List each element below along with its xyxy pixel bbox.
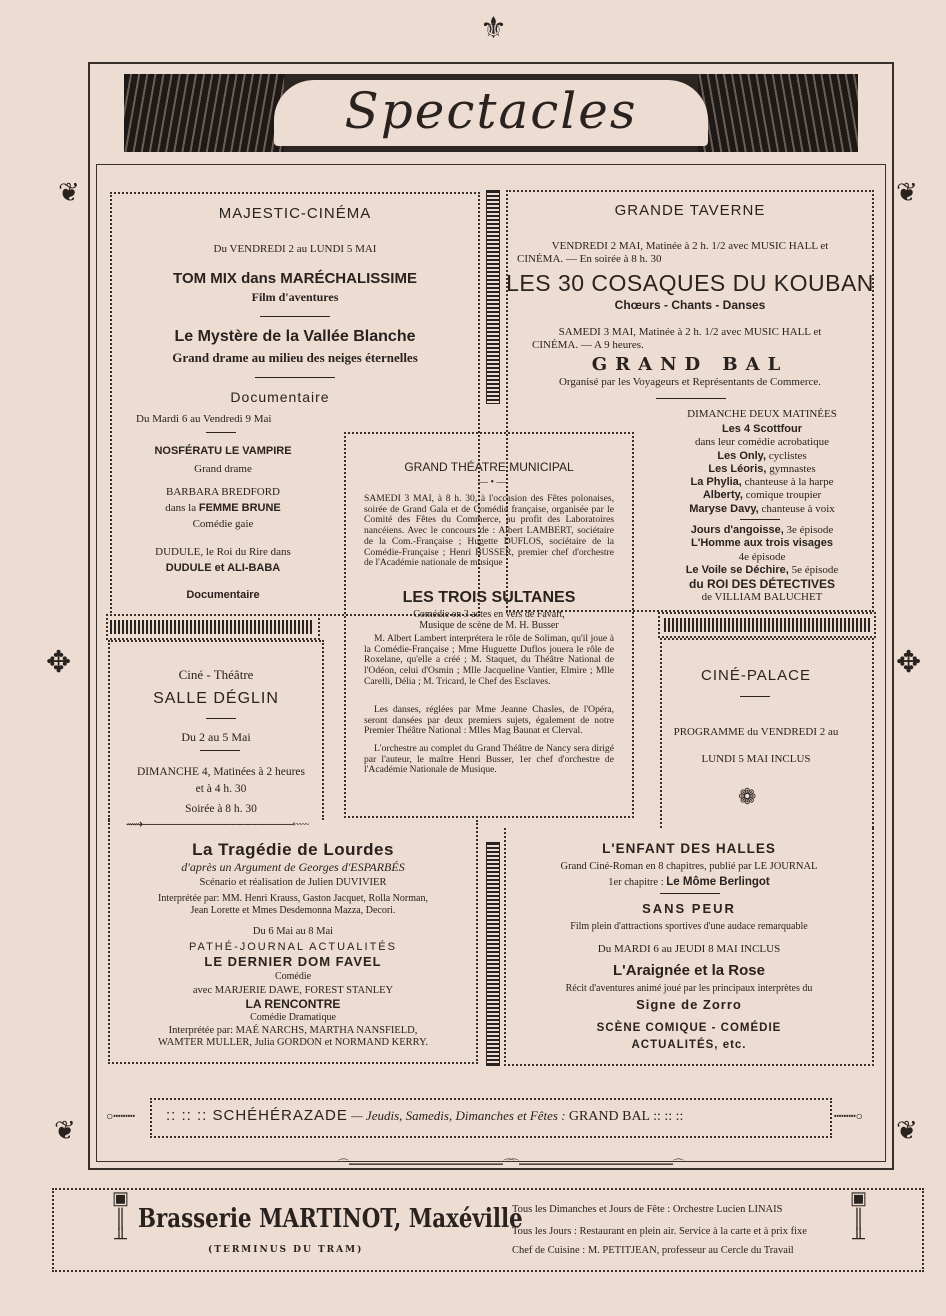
lamp-post-icon: ▣ ║ ╨ bbox=[850, 1188, 868, 1248]
flourish-ornament: ⟿────────────────────⬳ bbox=[126, 817, 309, 831]
film-line: Le Voile se Déchire, 5e épisode bbox=[685, 563, 839, 576]
film-line: de VILLIAM BALUCHET bbox=[701, 591, 823, 604]
film-line: Jours d'angoisse, 3e épisode bbox=[690, 524, 834, 536]
lourdes-sub-1: d'après un Argument de Georges d'ESPARBÉS bbox=[181, 860, 405, 874]
majestic-film-1: TOM MIX dans MARÉCHALISSIME bbox=[173, 270, 417, 287]
corner-ornament-tr: ❦ bbox=[896, 178, 918, 207]
majestic-film-4-line2: dans la FEMME BRUNE bbox=[165, 502, 281, 514]
divider bbox=[740, 696, 770, 697]
taverne-line-2: CINÉMA. — En soirée à 8 h. 30 bbox=[517, 253, 662, 265]
theatre-subtitle-1: Comédie en 3 actes en vers de Favart, bbox=[413, 609, 565, 620]
act-line: Les Only, cyclistes bbox=[717, 449, 807, 462]
theatre-para-1: SAMEDI 3 MAI, à 8 h. 30, à l'occasion des Fêtes polonaises, soirée de Grand Gala et de Comédie française, organisée par le Comité des Fêtes du Commerce, au profit des Laboratoires nancéiens. Avec le concours de : Albert LAMBERT, sociétaire de la Com.-Française ; Hugette DUFLOS, sociétaire de la Comédie-Française ; Henri BUSSER, premier chef d'orchestre de l'Académie nationale de musique bbox=[364, 493, 614, 569]
brasserie-line-2: Tous les Jours : Restaurant en plein air. Service à la carte et à prix fixe bbox=[512, 1226, 807, 1237]
enfant-line-1: Grand Ciné-Roman en 8 chapitres, publié par LE JOURNAL bbox=[560, 861, 818, 872]
theatre-para-4: L'orchestre au complet du Grand Théâtre de Nancy sera dirigé par l'auteur, le maître Henri Busser, 1er chef d'orchestre de l'Académie Nationale de Musique. bbox=[364, 743, 614, 776]
deglin-line-4: Soirée à 8 h. 30 bbox=[185, 803, 257, 815]
majestic-film-2: Le Mystère de la Vallée Blanche bbox=[174, 328, 416, 345]
theatre-play-title: LES TROIS SULTANES bbox=[402, 589, 576, 606]
theatre-title: GRAND THÉATRE MUNICIPAL bbox=[404, 460, 574, 474]
film-line: L'Homme aux trois visages bbox=[690, 537, 833, 550]
spectacles-banner bbox=[124, 74, 858, 152]
lourdes-cast-4: WAMTER MULLER, Julia GORDON et NORMAND KERRY. bbox=[158, 1037, 428, 1048]
enfant-scene: SCÈNE COMIQUE - COMÉDIE bbox=[596, 1022, 782, 1034]
cine-palace-line-2: LUNDI 5 MAI INCLUS bbox=[701, 753, 811, 765]
vertical-hatch-divider bbox=[486, 842, 500, 1066]
deglin-line-3: et à 4 h. 30 bbox=[195, 783, 247, 795]
taverne-acts-list bbox=[662, 423, 862, 516]
taverne-title: GRANDE TAVERNE bbox=[614, 202, 766, 219]
cine-palace-line-1: PROGRAMME du VENDREDI 2 au bbox=[673, 726, 839, 738]
chain-ornament-right: ┅┅┅○ bbox=[834, 1109, 863, 1123]
divider bbox=[660, 893, 720, 894]
lourdes-film-2-genre: Comédie Dramatique bbox=[250, 1012, 336, 1023]
corner-ornament-bl: ❦ bbox=[54, 1116, 76, 1145]
divider bbox=[206, 432, 236, 433]
act-line: Les Léoris, gymnastes bbox=[708, 462, 816, 475]
top-crown-ornament: ⚜ bbox=[480, 12, 507, 45]
chain-ornament-left: ○┅┅┅ bbox=[106, 1109, 135, 1123]
taverne-sub: Chœurs - Chants - Danses bbox=[614, 298, 766, 312]
majestic-film-2-desc: Grand drame au milieu des neiges éternelles bbox=[172, 350, 418, 365]
theatre-para-3: Les danses, réglées par Mme Jeanne Chasles, de l'Opéra, seront dansées par deux premiers sujets, également de notre Premier Théâtre National : Mlles Mag Baunat et Clerval. bbox=[364, 704, 614, 737]
lourdes-film-cast: avec MARJERIE DAWE, FOREST STANLEY bbox=[192, 985, 394, 996]
majestic-film-4-line1: BARBARA BREDFORD bbox=[165, 486, 280, 498]
lourdes-dates: Du 6 Mai au 8 Mai bbox=[252, 926, 334, 937]
lamp-post-icon: ▣ ║ ╨ bbox=[112, 1188, 130, 1248]
lourdes-film-genre: Comédie bbox=[274, 971, 312, 982]
taverne-line-3: SAMEDI 3 MAI, Matinée à 2 h. 1/2 avec MUSIC HALL et bbox=[558, 326, 822, 338]
majestic-film-4-genre: Comédie gaie bbox=[192, 518, 254, 530]
film-line: du ROI DES DÉTECTIVES bbox=[688, 577, 835, 592]
deglin-line-2: DIMANCHE 4, Matinées à 2 heures bbox=[137, 766, 305, 778]
corner-ornament-br: ❦ bbox=[896, 1116, 918, 1145]
taverne-films-list bbox=[662, 524, 862, 604]
lourdes-cast-2: Jean Lorette et Mmes Desdemonna Mazza, Decori. bbox=[190, 905, 396, 916]
enfant-dates: Du MARDI 6 au JEUDI 8 MAI INCLUS bbox=[597, 943, 781, 955]
lourdes-sub-2: Scénario et réalisation de Julien DUVIVIER bbox=[199, 877, 387, 888]
lourdes-title: La Tragédie de Lourdes bbox=[192, 840, 394, 859]
lourdes-film: LE DERNIER DOM FAVEL bbox=[204, 954, 382, 969]
majestic-title: MAJESTIC-CINÉMA bbox=[218, 205, 372, 222]
taverne-grand-bal: GRAND BAL bbox=[591, 354, 789, 375]
act-line: Les 4 Scottfour bbox=[721, 423, 803, 435]
divider bbox=[206, 718, 236, 719]
corner-ornament-tl: ❦ bbox=[58, 178, 80, 207]
brasserie-line-1: Tous les Dimanches et Jours de Fête : Orchestre Lucien LINAIS bbox=[512, 1204, 783, 1215]
deglin-dates: Du 2 au 5 Mai bbox=[181, 730, 251, 744]
divider bbox=[260, 316, 330, 317]
side-ornament-right: ✥ bbox=[896, 646, 922, 679]
theatre-para-2: M. Albert Lambert interprétera le rôle de Soliman, qu'il joue à la Comédie-Française ; Mme Huguette Duflos jouera le rôle de Roxelane, qu'elle a créé ; M. Staquet, du Théâtre National de l'Odéon, celui d'Osmin ; Mlle Jacqueline Vantier, Elmire ; Mlle Carelli, Délia ; M. Tricard, le Chef des Esclaves. bbox=[364, 633, 614, 687]
enfant-line-2: 1er chapitre : Le Môme Berlingot bbox=[608, 876, 770, 888]
deglin-line-1: Ciné - Théâtre bbox=[178, 667, 254, 682]
taverne-dimanche: DIMANCHE DEUX MATINÉES bbox=[687, 408, 837, 420]
divider bbox=[656, 398, 726, 399]
enfant-line-4: Récit d'aventures animé joué par les principaux interprètes du bbox=[565, 983, 813, 994]
enfant-sans-peur: SANS PEUR bbox=[642, 901, 736, 916]
act-line: dans leur comédie acrobatique bbox=[694, 436, 830, 449]
lourdes-cast-3: Interprétée par: MAÉ NARCHS, MARTHA NANSFIELD, bbox=[168, 1025, 418, 1036]
majestic-film-5-line1: DUDULE, le Roi du Rire dans bbox=[155, 546, 291, 558]
cine-palace-title: CINÉ-PALACE bbox=[701, 667, 811, 684]
majestic-film-3: NOSFÉRATU LE VAMPIRE bbox=[154, 445, 292, 457]
divider bbox=[200, 750, 240, 751]
brasserie-name: Brasserie MARTINOT, Maxéville bbox=[138, 1204, 523, 1234]
taverne-headline: LES 30 COSAQUES DU KOUBAN bbox=[506, 270, 874, 296]
majestic-film-3-genre: Grand drame bbox=[194, 463, 252, 475]
lourdes-cast-1: Interprétée par: MM. Henri Krauss, Gaston Jacquet, Rolla Norman, bbox=[158, 893, 428, 904]
small-ornament: — • — bbox=[478, 477, 507, 488]
deglin-title: SALLE DÉGLIN bbox=[153, 690, 279, 707]
divider bbox=[740, 519, 780, 520]
brasserie-line-3: Chef de Cuisine : M. PETITJEAN, professeur au Cercle du Travail bbox=[512, 1245, 794, 1256]
horizontal-hatch-divider bbox=[664, 618, 872, 632]
taverne-bal-desc: Organisé par les Voyageurs et Représentants de Commerce. bbox=[558, 376, 822, 388]
flower-ornament: ❁ bbox=[738, 784, 757, 809]
divider bbox=[255, 377, 335, 378]
enfant-zorro: Signe de Zorro bbox=[636, 997, 742, 1012]
majestic-documentaire-2: Documentaire bbox=[186, 589, 260, 601]
majestic-documentaire: Documentaire bbox=[230, 389, 330, 405]
lourdes-journal: PATHÉ-JOURNAL ACTUALITÉS bbox=[189, 941, 397, 953]
majestic-dates-1: Du VENDREDI 2 au LUNDI 5 MAI bbox=[213, 243, 377, 255]
bottom-flourish-left: ⌒━━━━━━━━━━━━━━⌒ bbox=[338, 1159, 514, 1171]
bottom-flourish-right: ⌒━━━━━━━━━━━━━━⌒ bbox=[508, 1159, 684, 1171]
majestic-dates-2: Du Mardi 6 au Vendredi 9 Mai bbox=[136, 413, 272, 425]
scheherazade-line: :: :: :: SCHÉHÉRAZADE — Jeudis, Samedis, Dimanches et Fêtes : GRAND BAL :: :: :: bbox=[166, 1107, 684, 1124]
enfant-araignee: L'Araignée et la Rose bbox=[613, 962, 765, 979]
enfant-title: L'ENFANT DES HALLES bbox=[602, 841, 776, 856]
theatre-subtitle-2: Musique de scène de M. H. Busser bbox=[419, 620, 559, 631]
enfant-line-3: Film plein d'attractions sportives d'une audace remarquable bbox=[570, 921, 808, 932]
act-line: La Phylia, chanteuse à la harpe bbox=[690, 476, 834, 489]
film-line: 4e épisode bbox=[738, 550, 786, 563]
taverne-line-1: VENDREDI 2 MAI, Matinée à 2 h. 1/2 avec MUSIC HALL et bbox=[551, 240, 829, 252]
majestic-film-1-genre: Film d'aventures bbox=[251, 290, 339, 304]
brasserie-terminus: (TERMINUS DU TRAM) bbox=[208, 1245, 364, 1255]
majestic-film-5-line2: DUDULE et ALI-BABA bbox=[165, 562, 281, 574]
taverne-line-4: CINÉMA. — A 9 heures. bbox=[532, 339, 644, 351]
lourdes-film-2: LA RENCONTRE bbox=[245, 997, 341, 1011]
horizontal-hatch-divider bbox=[110, 620, 314, 634]
side-ornament-left: ✥ bbox=[46, 646, 72, 679]
act-line: Alberty, comique troupier bbox=[702, 489, 822, 502]
act-line: Maryse Davy, chanteuse à voix bbox=[689, 502, 835, 515]
vertical-hatch-divider bbox=[486, 190, 500, 404]
banner-title: Spectacles bbox=[344, 82, 638, 140]
enfant-actualites: ACTUALITÉS, etc. bbox=[631, 1039, 747, 1051]
